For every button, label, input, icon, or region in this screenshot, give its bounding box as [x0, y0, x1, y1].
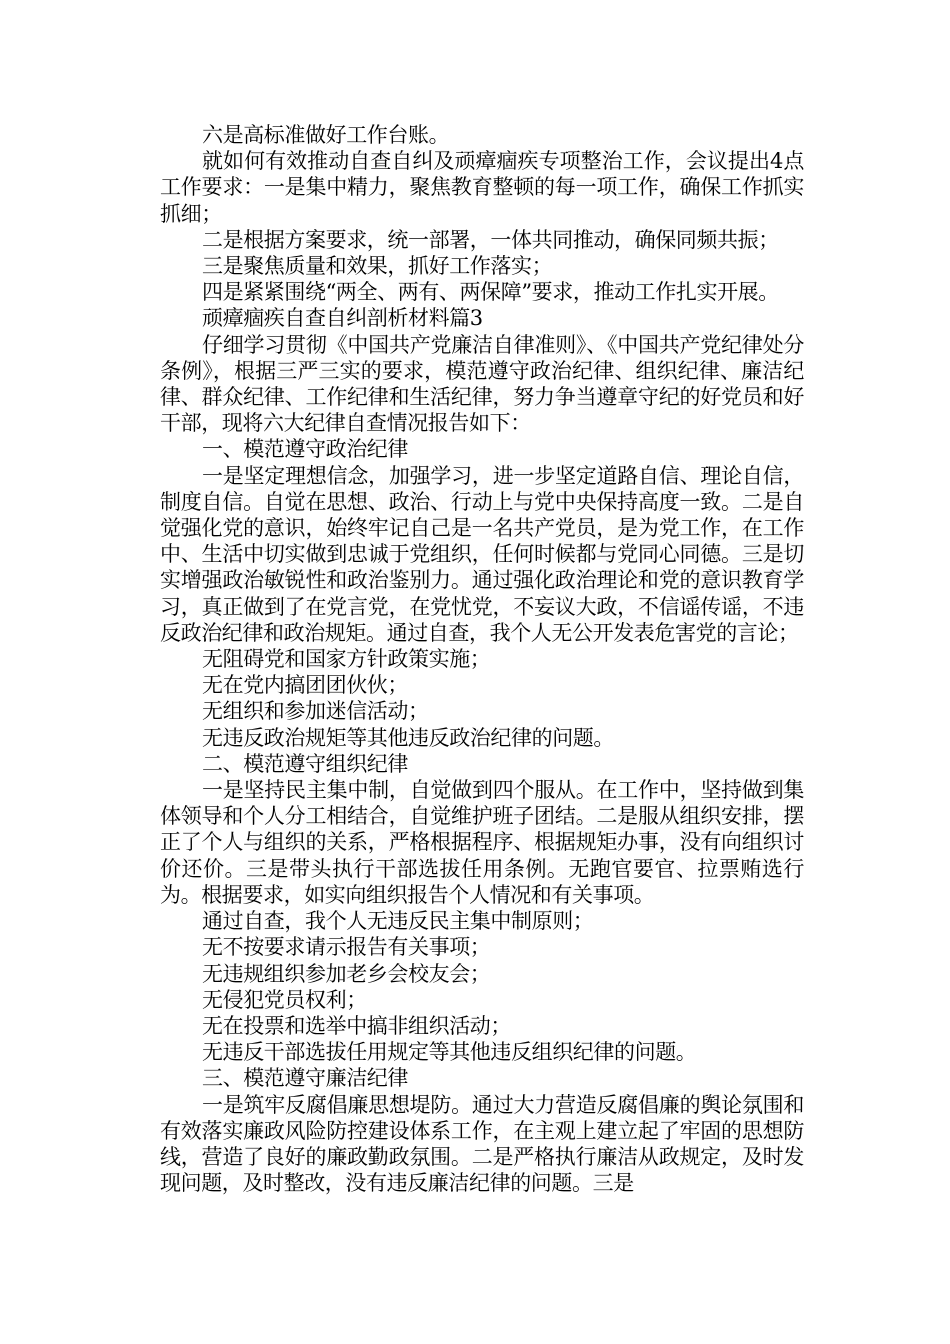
paragraph: 无在投票和选举中搞非组织活动； — [202, 1013, 511, 1038]
paragraph: 无阻碍党和国家方针政策实施； — [202, 647, 491, 672]
paragraph: 一是筑牢反腐倡廉思想堤防。通过大力营造反腐倡廉的舆论氛围和有效落实廉政风险防控建设体系工作，在主观上建立起了牢固的思想防线，营造了良好的廉政勤政氛围。二是严格执行廉洁从政规定，及时发现问题，及时整改，没有违反廉洁纪律的问题。三是 — [160, 1092, 804, 1196]
paragraph: 六是高标准做好工作台账。 — [202, 123, 450, 147]
paragraph: 无组织和参加迷信活动； — [202, 699, 429, 724]
paragraph: 无违规组织参加老乡会校友会； — [202, 961, 491, 986]
paragraph: 通过自查，我个人无违反民主集中制原则； — [202, 909, 594, 934]
paragraph: 三是聚焦质量和效果，抓好工作落实； — [202, 254, 553, 279]
paragraph: 一是坚定理想信念，加强学习，进一步坚定道路自信、理论自信，制度自信。自觉在思想、政治、行动上与党中央保持高度一致。二是自觉强化党的意识，始终牢记自己是一名共产党员，是为党工作，在工作中、生活中切实做到忠诚于党组织，任何时候都与党同心同德。三是切实增强政治敏锐性和政治鉴别力。通过强化政治理论和党的意识教育学习，真正做到了在党言党，在党忧党，不妄议大政，不信谣传谣，不违反政治纪律和政治规矩。通过自查，我个人无公开发表危害党的言论； — [160, 463, 804, 645]
section-title: 顽瘴痼疾自查自纠剖析材料篇3 — [202, 306, 483, 331]
section-heading: 三、模范遵守廉洁纪律 — [202, 1066, 408, 1091]
section-heading: 二、模范遵守组织纪律 — [202, 751, 408, 776]
paragraph: 无违反干部选拔任用规定等其他违反组织纪律的问题。 — [202, 1040, 697, 1065]
paragraph: 无侵犯党员权利； — [202, 987, 367, 1012]
paragraph: 仔细学习贯彻《中国共产党廉洁自律准则》、《中国共产党纪律处分条例》，根据三严三实的要求，模范遵守政治纪律、组织纪律、廉洁纪律、群众纪律、工作纪律和生活纪律，努力争当遵章守纪的好党员和好干部，现将六大纪律自查情况报告如下： — [160, 332, 804, 436]
section-heading: 一、模范遵守政治纪律 — [202, 437, 408, 462]
paragraph: 四是紧紧围绕“两全、两有、两保障”要求，推动工作扎实开展。 — [202, 280, 779, 305]
paragraph: 无不按要求请示报告有关事项； — [202, 935, 491, 960]
paragraph: 无在党内搞团团伙伙； — [202, 673, 408, 698]
paragraph: 一是坚持民主集中制，自觉做到四个服从。在工作中，坚持做到集体领导和个人分工相结合，自觉维护班子团结。二是服从组织安排，摆正了个人与组织的关系，严格根据程序、根据规矩办事，没有向组织讨价还价。三是带头执行干部选拔任用条例。无跑官要官、拉票贿选行为。根据要求，如实向组织报告个人情况和有关事项。 — [160, 778, 804, 907]
paragraph: 无违反政治规矩等其他违反政治纪律的问题。 — [202, 725, 614, 750]
document-body — [160, 122, 804, 1196]
paragraph: 就如何有效推动自查自纠及顽瘴痼疾专项整治工作，会议提出4点工作要求：一是集中精力，聚焦教育整顿的每一项工作，确保工作抓实抓细； — [160, 149, 804, 226]
paragraph: 二是根据方案要求，统一部署，一体共同推动，确保同频共振； — [202, 227, 779, 252]
